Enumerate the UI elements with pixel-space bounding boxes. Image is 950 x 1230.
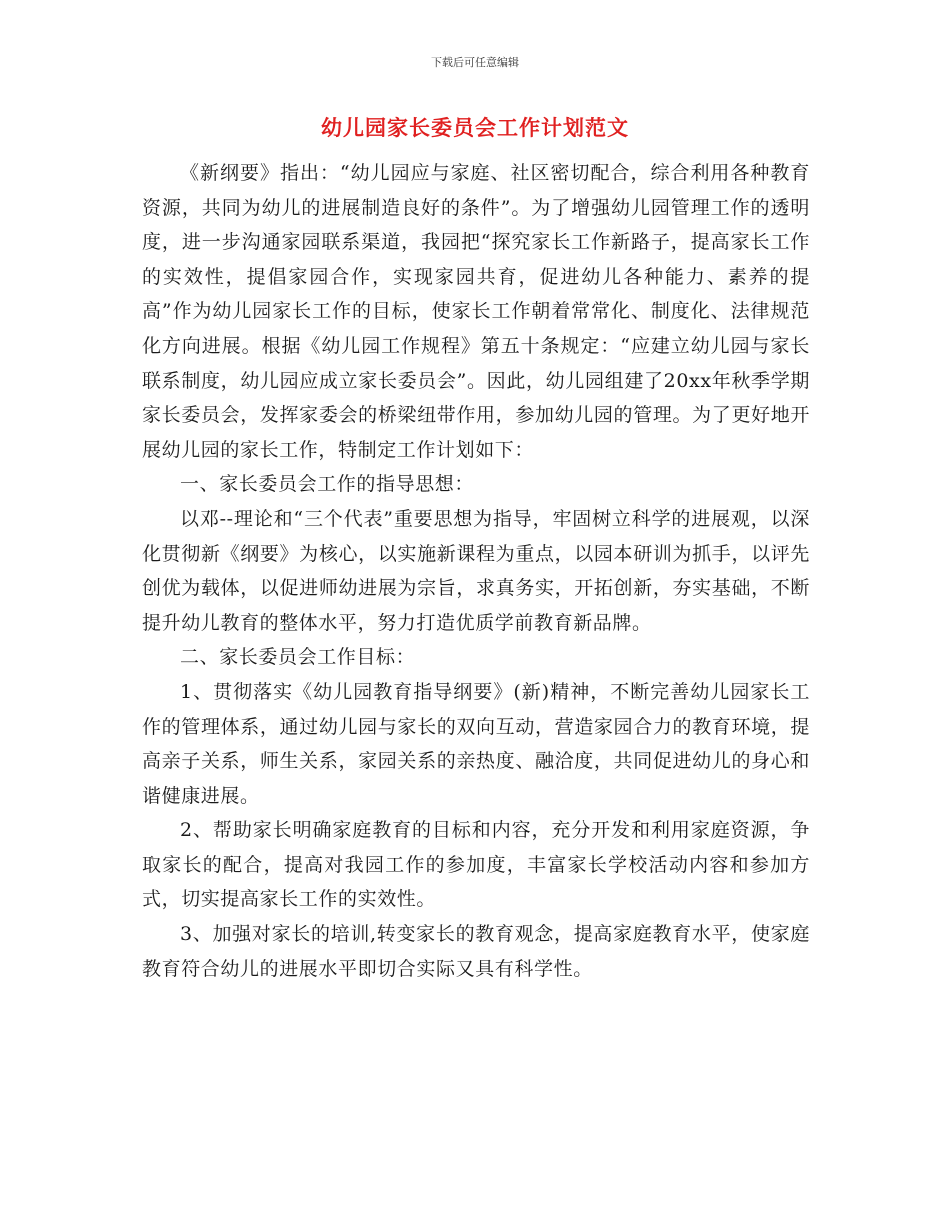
section-heading-guiding-ideology: 一、家长委员会工作的指导思想：: [180, 473, 475, 496]
goal-item-3: 3、加强对家长的培训,转变家长的教育观念，提高家庭教育水平，使家庭教育符合幼儿的进展水平即切合实际又具有科学性。: [142, 923, 810, 980]
header-note: 下载后可任意编辑: [431, 56, 519, 69]
document-body: [142, 156, 810, 986]
intro-paragraph: 《新纲要》指出：“幼儿园应与家庭、社区密切配合，综合利用各种教育资源，共同为幼儿的进展制造良好的条件”。为了增强幼儿园管理工作的透明度，进一步沟通家园联系渠道，我园把“探究家长工作新路子，提高家长工作的实效性，提倡家园合作，实现家园共育，促进幼儿各种能力、素养的提高”作为幼儿园家长工作的目标，使家长工作朝着常常化、制度化、法律规范化方向进展。根据《幼儿园工作规程》第五十条规定：“应建立幼儿园与家长联系制度，幼儿园应成立家长委员会”。因此，幼儿园组建了20xx年秋季学期家长委员会，发挥家委会的桥梁纽带作用，参加幼儿园的管理。为了更好地开展幼儿园的家长工作，特制定工作计划如下：: [142, 162, 810, 461]
section-heading-work-goals: 二、家长委员会工作目标：: [180, 646, 416, 669]
goal-item-2: 2、帮助家长明确家庭教育的目标和内容，充分开发和利用家庭资源，争取家长的配合，提高对我园工作的参加度，丰富家长学校活动内容和参加方式，切实提高家长工作的实效性。: [142, 819, 810, 911]
guiding-ideology-paragraph: 以邓--理论和“三个代表”重要思想为指导，牢固树立科学的进展观，以深化贯彻新《纲要》为核心，以实施新课程为重点，以园本研训为抓手，以评先创优为载体，以促进师幼进展为宗旨，求真务实，开拓创新，夯实基础，不断提升幼儿教育的整体水平，努力打造优质学前教育新品牌。: [142, 507, 810, 634]
document-title: 幼儿园家长委员会工作计划范文: [321, 116, 629, 140]
goal-item-1: 1、贯彻落实《幼儿园教育指导纲要》(新)精神，不断完善幼儿园家长工作的管理体系，通过幼儿园与家长的双向互动，营造家园合力的教育环境，提高亲子关系，师生关系，家园关系的亲热度、融洽度，共同促进幼儿的身心和谐健康进展。: [142, 680, 810, 807]
